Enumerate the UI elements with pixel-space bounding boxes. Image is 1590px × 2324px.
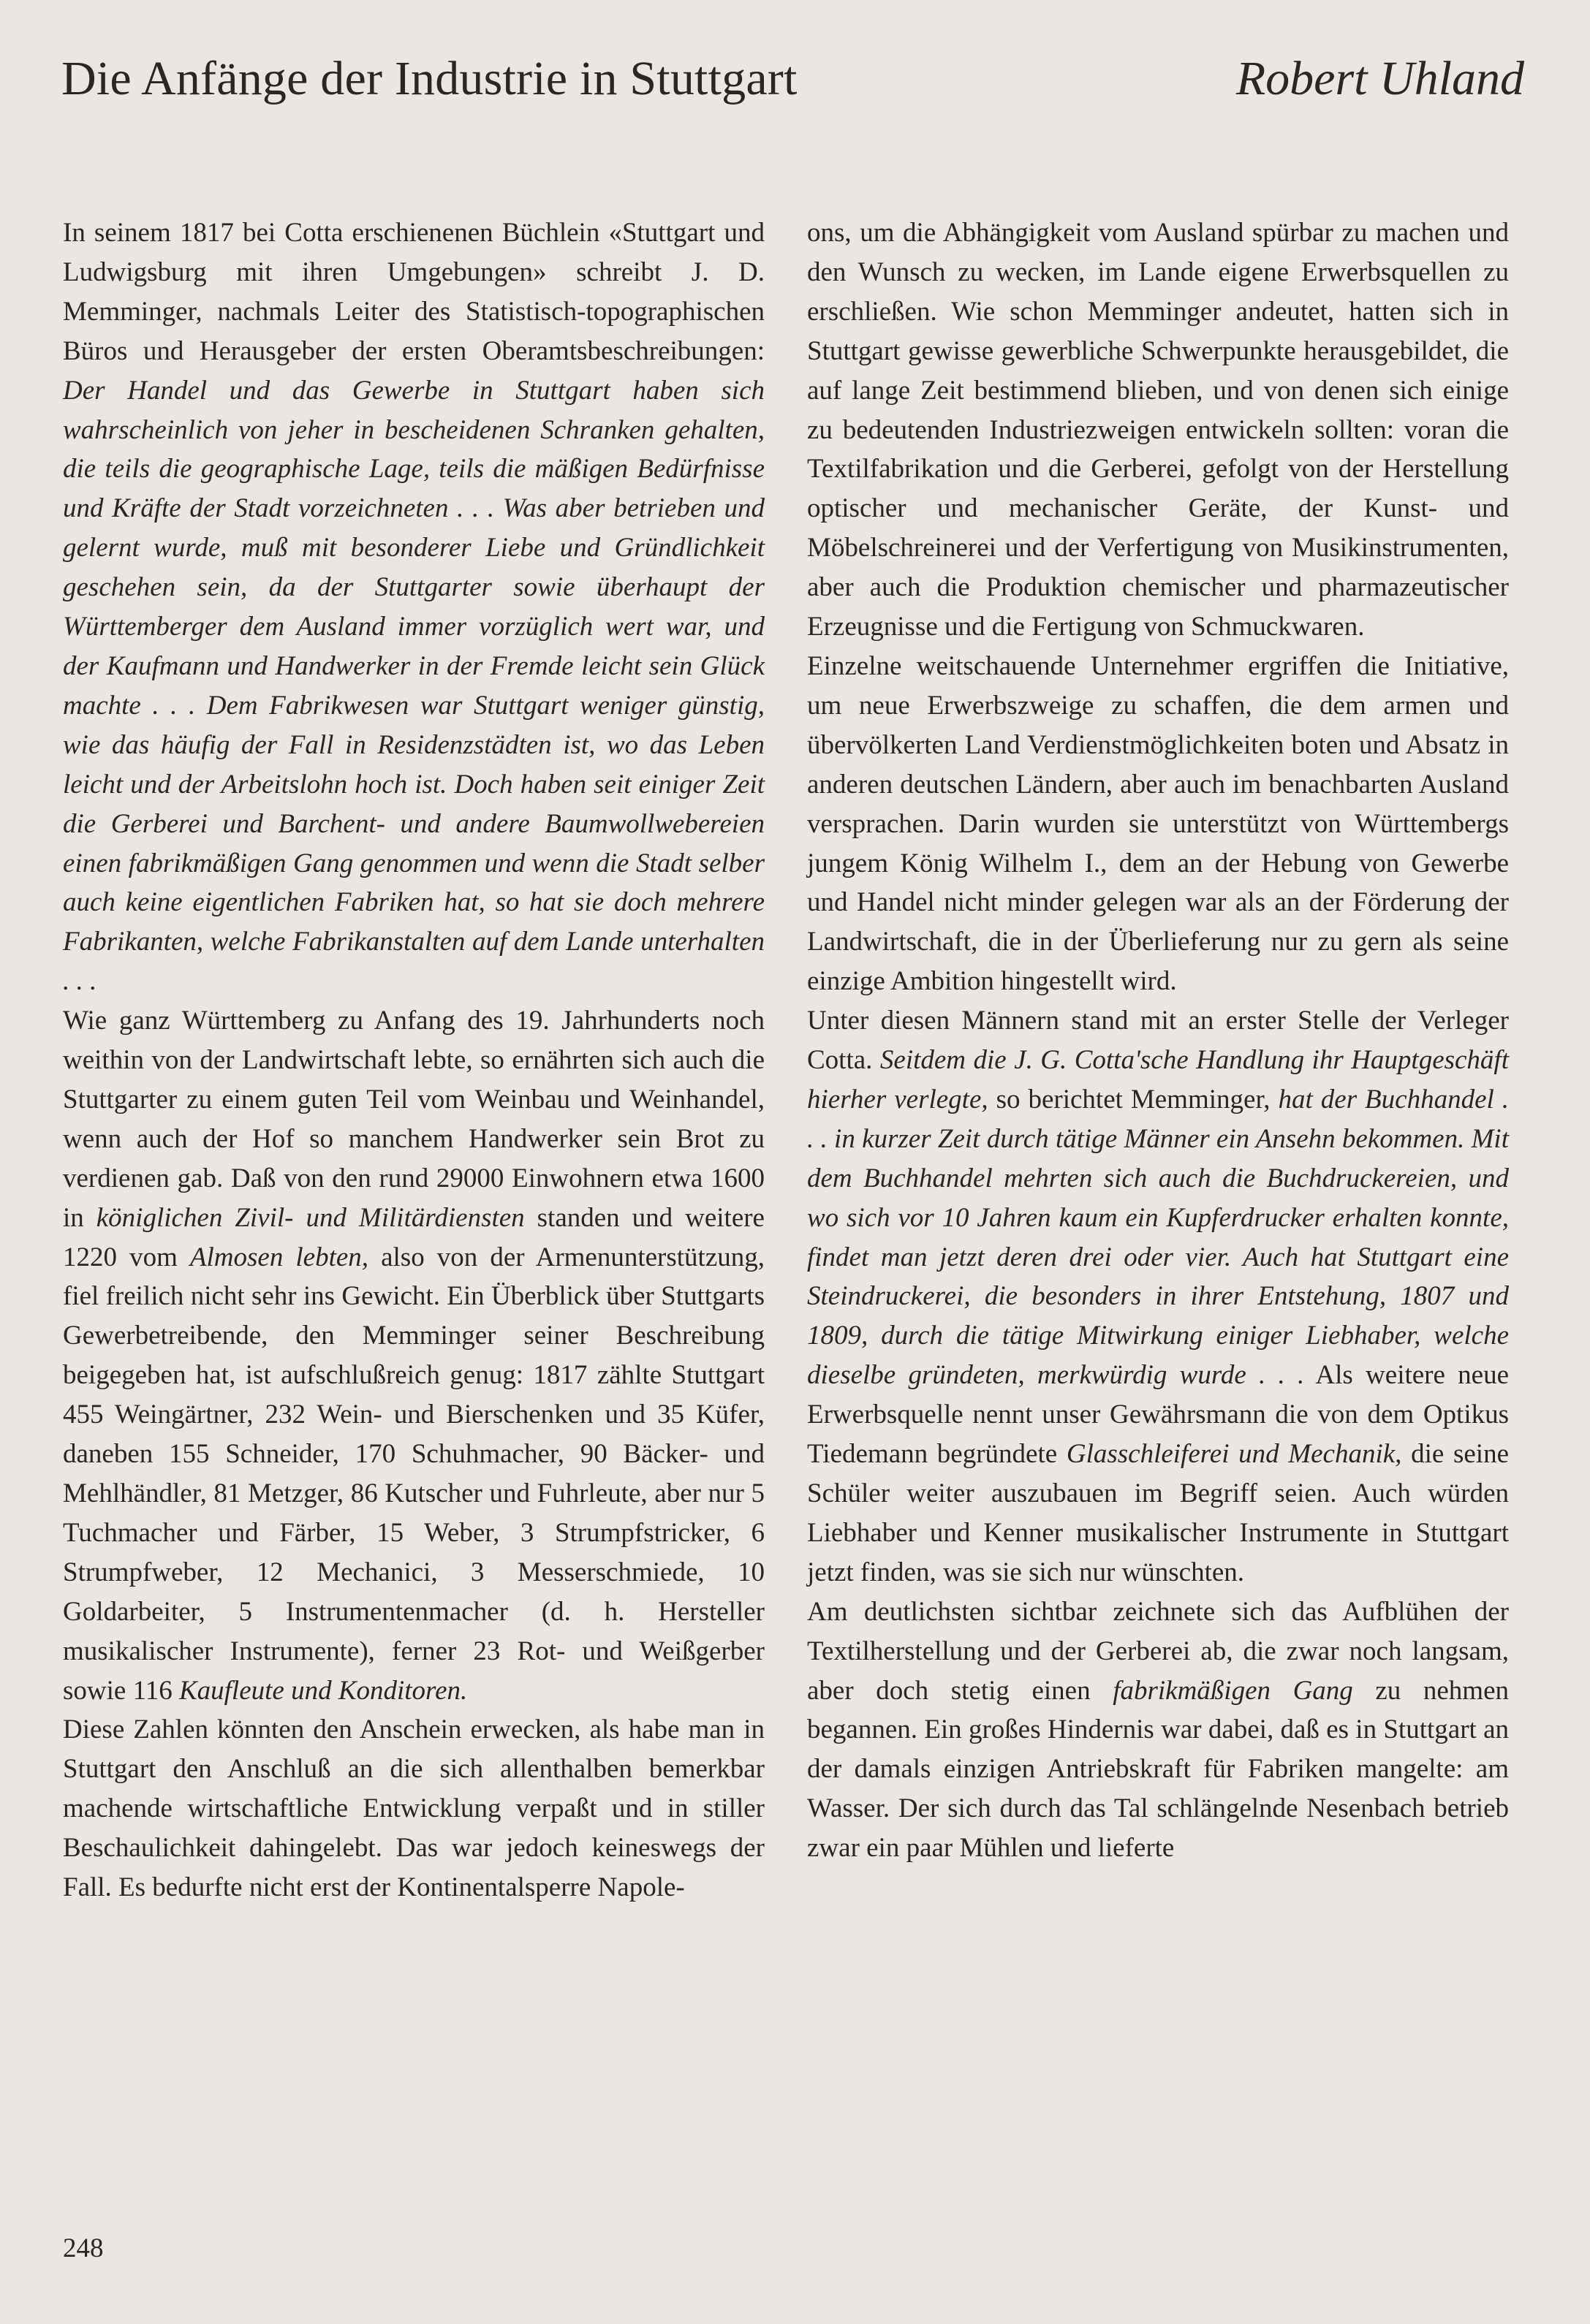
right-column-paragraph [807, 213, 1509, 647]
body-text: also von der Armenunterstützung, fiel freilich nicht sehr ins Gewicht. Ein Überblick über Stuttgarts Gewerbetreibende, den Memminger seiner Beschreibung beigegeben hat, ist aufschlußreich genug: 1817 zählte Stuttgart 455 Weingärtner, 232 Wein- und Bierschenken und 35 Küfer, daneben 155 Schneider, 170 Schuhmacher, 90 Bäcker- und Mehlhändler, 81 Metzger, 86 Kutscher und Fuhrleute, aber nur 5 Tuchmacher und Färber, 15 Weber, 3 Strumpfstricker, 6 Strumpfweber, 12 Mechanici, 3 Messerschmiede, 10 Goldarbeiter, 5 Instrumentenmacher (d. h. Hersteller musikalischer Instrumente), ferner 23 Rot- und Weißgerber sowie 116 [63, 1242, 765, 1706]
quoted-text: Seitdem die J. G. Cotta'sche Handlung ihr Hauptgeschäft hierher verlegte, [807, 1045, 1509, 1114]
quoted-text: Almosen lebten, [189, 1242, 369, 1272]
body-text: Wie ganz Württemberg zu Anfang des 19. Jahrhunderts noch weithin von der Landwirtschaft lebte, so ernährten sich auch die Stuttgarter zu einem guten Teil vom Weinbau und Weinhandel, wenn auch der Hof so manchem Handwerker sein Brot zu verdienen gab. Daß von den rund 29000 Einwohnern etwa 1600 in [63, 1006, 765, 1233]
body-text: so berichtet Memminger, [988, 1084, 1279, 1114]
body-text: Am deutlichsten sichtbar zeichnete sich das Aufblühen der Textilherstellung und der Gerberei ab, die zwar noch langsam, aber doch stetig einen [807, 1596, 1509, 1706]
body-text: ons, um die Abhängigkeit vom Ausland spürbar zu machen und den Wunsch zu wecken, im Lande eigene Erwerbsquellen zu erschließen. Wie schon Memminger andeutet, hatten sich in Stuttgart gewisse gewerbliche Schwerpunkte herausgebildet, die auf lange Zeit bestimmend blieben, und von denen sich einige zu bedeutenden Industriezweigen entwickeln sollten: voran die Textilfabrikation und die Gerberei, gefolgt von der Herstellung optischer und mechanischer Geräte, der Kunst- und Möbelschreinerei und der Verfertigung von Musikinstrumenten, aber auch die Produktion chemischer und pharmazeutischer Erzeugnisse und die Fertigung von Schmuckwaren. [807, 218, 1509, 642]
body-text: die seine Schüler weiter auszubauen im Begriff seien. Auch würden Liebhaber und Kenner musikalischer Instrumente in Stuttgart jetzt finden, was sie sich nur wünschten. [807, 1439, 1509, 1587]
right-column-paragraph [807, 1592, 1509, 1868]
body-text: Als weitere neue Erwerbsquelle nennt unser Gewährsmann die von dem Optikus Tiedemann begründete [807, 1360, 1510, 1470]
article-header [61, 42, 1523, 115]
body-text: standen und weitere 1220 vom [63, 1202, 765, 1272]
page-number: 248 [63, 2233, 104, 2263]
quoted-text: Der Handel und das Gewerbe in Stuttgart haben sich wahrscheinlich von jeher in bescheidenen Schranken gehalten, die teils die geographische Lage, teils die mäßigen Bedürfnisse und Kräfte der Stadt vorzeichneten . . . Was aber betrieben und gelernt wurde, muß mit besonderer Liebe und Gründlichkeit geschehen sein, da der Stuttgarter sowie überhaupt der Württemberger dem Ausland immer vorzüglich wert war, und der Kaufmann und Handwerker in der Fremde leicht sein Glück machte . . . Dem Fabrikwesen war Stuttgart weniger günstig, wie das häufig der Fall in Residenzstädten ist, wo das Leben leicht und der Arbeitslohn hoch ist. Doch haben seit einiger Zeit die Gerberei und Barchent- und andere Baumwollwebereien einen fabrikmäßigen Gang genommen und wenn die Stadt selber auch keine eigentlichen Fabriken hat, so hat sie doch mehrere Fabrikanten, welche Fabrikanstalten auf dem Lande unterhalten . . . [63, 375, 765, 997]
left-column-paragraph [63, 213, 765, 1001]
quoted-text: hat der Buchhandel . . . in kurzer Zeit durch tätige Männer ein Ansehn bekommen. Mit dem Buchhandel mehrten sich auch die Buchdruckereien, und wo sich vor 10 Jahren kaum ein Kupferdrucker erhalten konnte, findet man jetzt deren drei oder vier. Auch hat Stuttgart eine Steindruckerei, die besonders in ihrer Entstehung, 1807 und 1809, durch die tätige Mitwirkung einiger Liebhaber, welche dieselbe gründeten, merkwürdig wurde . . . [807, 1084, 1510, 1391]
body-text: In seinem 1817 bei Cotta erschienenen Büchlein «Stuttgart und Ludwigsburg mit ihren Umgebungen» schreibt J. D. Memminger, nachmals Leiter des Statistisch-topographischen Büros und Herausgeber der ersten Oberamtsbeschreibungen: [63, 218, 765, 366]
right-column-paragraph [807, 1001, 1509, 1592]
quoted-text: Kaufleute und Konditoren. [178, 1675, 468, 1706]
text-column-left [63, 213, 765, 1907]
article-title: Die Anfänge der Industrie in Stuttgart [61, 52, 798, 105]
article-author: Robert Uhland [1235, 52, 1524, 105]
body-text: Diese Zahlen könnten den Anschein erwecken, als habe man in Stuttgart den Anschluß an die sich allenthalben bemerkbar machende wirtschaftliche Entwicklung verpaßt und in stiller Beschaulichkeit dahingelebt. Das war jedoch keineswegs der Fall. Es bedurfte nicht erst der Kontinentalsperre Napole- [63, 1714, 765, 1903]
quoted-text: königlichen Zivil- und Militärdiensten [96, 1202, 525, 1233]
body-text: zu nehmen begannen. Ein großes Hindernis war dabei, daß es in Stuttgart an der damals einzigen Antriebskraft für Fabriken mangelte: am Wasser. Der sich durch das Tal schlängelnde Nesenbach betrieb zwar ein paar Mühlen und lieferte [807, 1675, 1509, 1864]
body-text: Unter diesen Männern stand mit an erster Stelle der Verleger Cotta. [807, 1006, 1509, 1076]
quoted-text: Glasschleiferei und Mechanik, [1066, 1439, 1402, 1470]
body-text: Einzelne weitschauende Unternehmer ergriffen die Initiative, um neue Erwerbszweige zu schaffen, die dem armen und übervölkerten Land Verdienstmöglichkeiten boten und Absatz in anderen deutschen Ländern, aber auch im benachbarten Ausland versprachen. Darin wurden sie unterstützt von Württembergs jungem König Wilhelm I., dem an der Hebung von Gewerbe und Handel nicht minder gelegen war als an der Förderung der Landwirtschaft, die in der Überlieferung nur zu gern als seine einzige Ambition hingestellt wird. [807, 650, 1509, 997]
quoted-text: fabrikmäßigen Gang [1113, 1675, 1353, 1706]
text-column-right [807, 213, 1509, 1868]
left-column-paragraph [63, 1710, 765, 1907]
right-column-paragraph [807, 647, 1509, 1001]
left-column-paragraph [63, 1001, 765, 1710]
